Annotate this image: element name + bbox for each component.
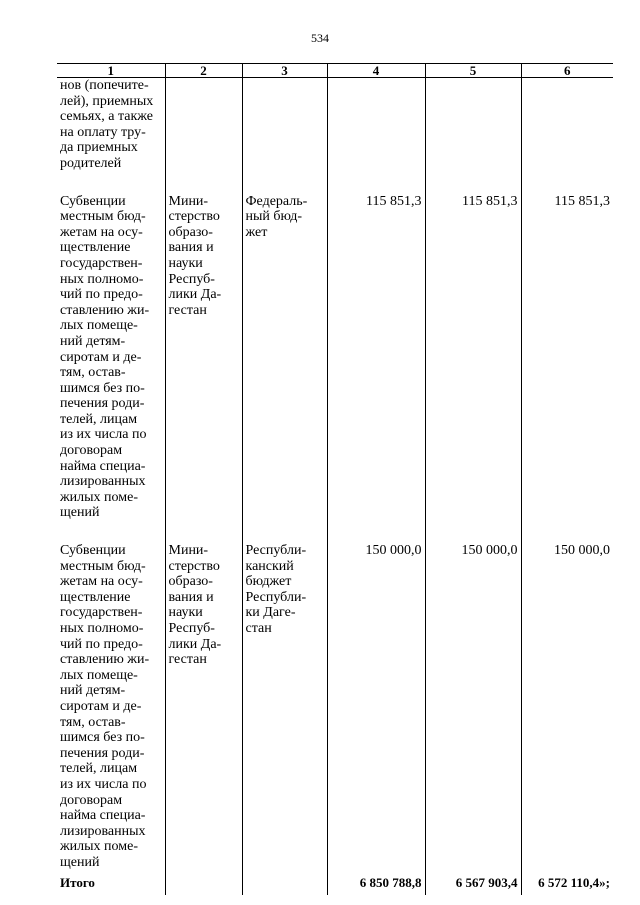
column-header-3: 3 [242, 64, 327, 78]
total-label: Итого [60, 874, 95, 890]
row-description: Субвенции местным бюд- жетам на осу- ществление государствен- ных полномо- чий по предо- ставлению жи- лых помеще- ний детям- сиротам и де- тям, остав- шимся без по- печения роди- телей, лицам из их числа по договорам найма специа- лизированных жилых поме- щений [60, 193, 150, 521]
column-header-1: 1 [57, 64, 165, 78]
row-spacer [57, 172, 613, 194]
row-value-3: 150 000,0 [521, 543, 613, 870]
row-value-1 [327, 78, 425, 172]
total-row [57, 871, 613, 895]
row-value-2 [425, 78, 521, 172]
row-budget: Федераль- ный бюд- жет [242, 194, 327, 521]
row-value-2: 115 851,3 [425, 194, 521, 521]
row-ministry [165, 78, 242, 172]
page-number: 534 [311, 31, 329, 45]
column-header-2: 2 [165, 64, 242, 78]
column-header-6: 6 [521, 64, 613, 78]
header-row [57, 64, 613, 78]
table-row [57, 543, 613, 870]
row-ministry: Мини- стерство образо- вания и науки Респуб- лики Да- гестан [165, 194, 242, 521]
row-spacer [57, 521, 613, 543]
budget-table [57, 63, 613, 895]
total-value-1: 6 850 788,8 [327, 871, 425, 895]
row-value-1: 115 851,3 [327, 194, 425, 521]
row-value-1: 150 000,0 [327, 543, 425, 870]
row-budget [242, 78, 327, 172]
total-value-3: 6 572 110,4»; [521, 871, 613, 895]
row-value-3 [521, 78, 613, 172]
column-header-5: 5 [425, 64, 521, 78]
row-value-2: 150 000,0 [425, 543, 521, 870]
table-row [57, 78, 613, 172]
row-budget: Республи- канский бюджет Республи- ки Даге- стан [242, 543, 327, 870]
row-description: Субвенции местным бюд- жетам на осу- ществление государствен- ных полномо- чий по предо- ставлению жи- лых помеще- ний детям- сиротам и де- тям, остав- шимся без по- печения роди- телей, лицам из их числа по договорам найма специа- лизированных жилых поме- щений [60, 543, 150, 870]
column-header-4: 4 [327, 64, 425, 78]
total-value-2: 6 567 903,4 [425, 871, 521, 895]
table-row [57, 194, 613, 521]
row-ministry: Мини- стерство образо- вания и науки Респуб- лики Да- гестан [165, 543, 242, 870]
row-value-3: 115 851,3 [521, 194, 613, 521]
row-description: нов (попечите- лей), приемных семьях, а также на оплату тру- да приемных родителей [60, 78, 154, 171]
